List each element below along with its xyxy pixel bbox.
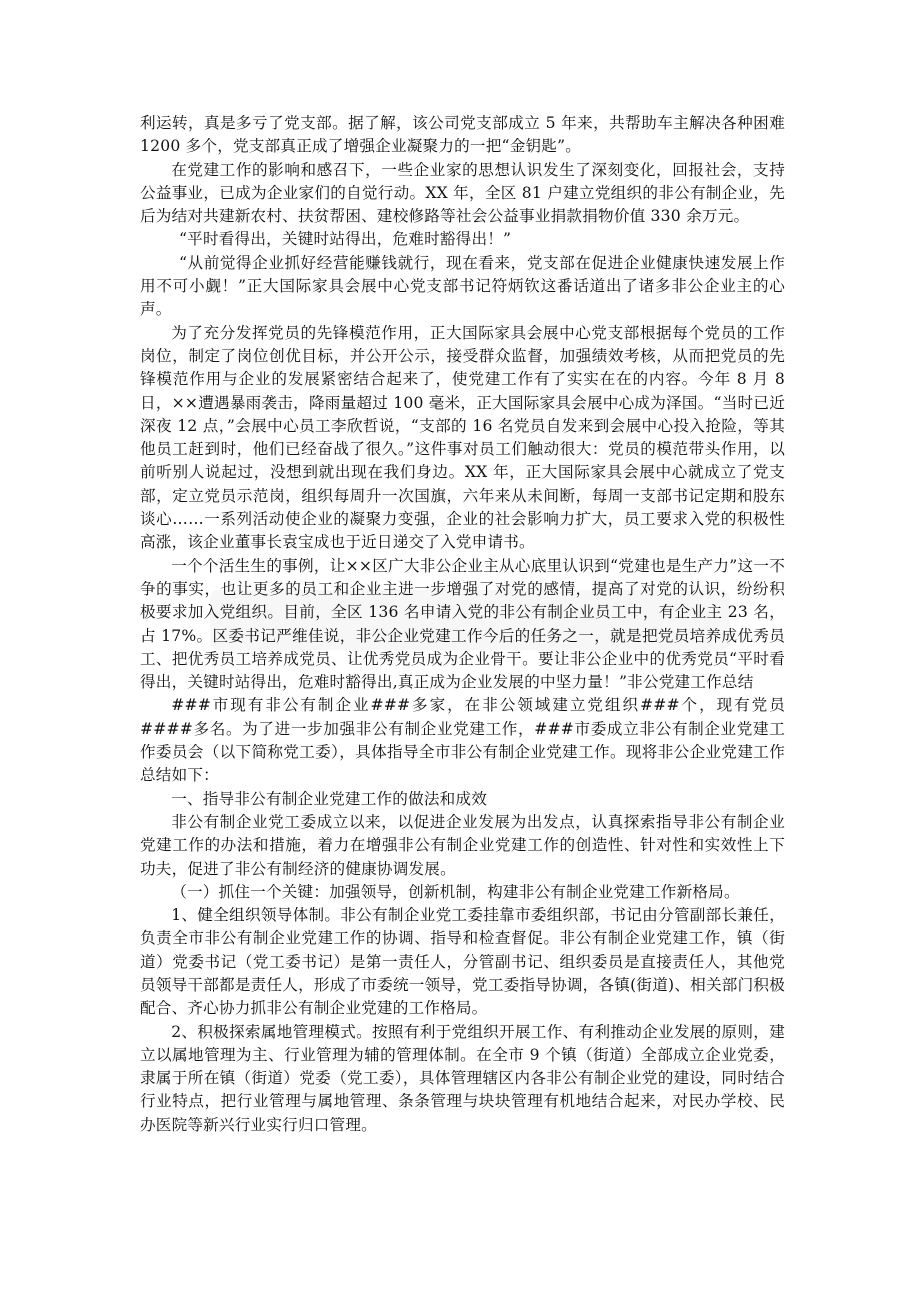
paragraph-item-2: 2、积极探索属地管理模式。按照有利于党组织开展工作、有利推动企业发展的原则，建立以属地管理为主、行业管理为辅的管理体制。在全市 9 个镇（街道）全部成立企业党委，隶属于所在镇（街道）党委（党工委），具体管理辖区内各非公有制企业党的建设，同时结合行业特点，把行业管理与属地管理、条条管理与块块管理有机地结合起来，对民办学校、民办医院等新兴行业实行归口管理。 — [140, 1022, 785, 1134]
section-heading-1: 一、指导非公有制企业党建工作的做法和成效 — [171, 789, 488, 808]
subsection-heading-1: （一）抓住一个关键：加强领导，创新机制，构建非公有制企业党建工作新格局。 — [171, 882, 740, 901]
paragraph-continuation: 利运转，真是多亏了党支部。据了解，该公司党支部成立 5 年来，共帮助车主解决各种困难 1200 多个，党支部真正成了增强企业凝聚力的一把“金钥匙”。 — [140, 114, 785, 156]
paragraph-examples: 一个个活生生的事例，让××区广大非公企业主从心底里认识到“党建也是生产力”这一不争的事实，也让更多的员工和企业主进一步增强了对党的感情，提高了对党的认识，纷纷积极要求加入党组织。目前，全区 136 名申请入党的非公有制企业员工中，有企业主 23 名，占 17%。区委书记严维佳说，非公企业党建工作今后的任务之一，就是把党员培养成优秀员工、把优秀员工培养成党员、让优秀党员成为企业骨干。要让非公企业中的优秀党员“平时看得出，关键时站得出，危难时豁得出,真正成为企业发展的中坚力量！”非公党建工作总结 — [140, 556, 785, 692]
paragraph-item-1: 1、健全组织领导体制。非公有制企业党工委挂靠市委组织部，书记由分管副部长兼任，负责全市非公有制企业党建工作的协调、指导和检查督促。非公有制企业党建工作，镇（街道）党委书记（党工委书记）是第一责任人，分管副书记、组织委员是直接责任人，其他党员领导干部都是责任人，形成了市委统一领导，党工委指导协调，各镇(街道)、相关部门积极配合、齐心协力抓非公有制企业党建的工作格局。 — [140, 906, 785, 1018]
paragraph-quote-secretary: “从前觉得企业抓好经营能赚钱就行，现在看来，党支部在促进企业健康快速发展上作用不可小觑！”正大国际家具会展中心党支部书记符炳钦这番话道出了诸多非公企业主的心声。 — [140, 253, 785, 319]
paragraph-quote-slogan: “平时看得出，关键时站得出，危难时豁得出！” — [179, 230, 512, 249]
paragraph-summary-intro: ###市现有非公有制企业###多家，在非公领域建立党组织###个，现有党员####多名。为了进一步加强非公有制企业党建工作，###市委成立非公有制企业党建工作委员会（以下简称党工委），具体指导全市非公有制企业党建工作。现将非公企业党建工作总结如下： — [140, 696, 785, 785]
paragraph-committee-work: 非公有制企业党工委成立以来，以促进企业发展为出发点，认真探索指导非公有制企业党建工作的办法和措施，着力在增强非公有制企业党建工作的创造性、针对性和实效性上下功夫，促进了非公有制经济的健康协调发展。 — [140, 812, 785, 878]
paragraph-social-welfare: 在党建工作的影响和感召下，一些企业家的思想认识发生了深刻变化，回报社会，支持公益事业，已成为企业家们的自觉行动。XX 年，全区 81 户建立党组织的非公有制企业，先后为结对共建新农村、扶贫帮困、建校修路等社会公益事业捐款捐物价值 330 余万元。 — [140, 160, 785, 226]
document-body — [140, 112, 785, 1137]
paragraph-pioneer-role: 为了充分发挥党员的先锋模范作用，正大国际家具会展中心党支部根据每个党员的工作岗位，制定了岗位创优目标，并公开公示，接受群众监督，加强绩效考核，从而把党员的先锋模范作用与企业的发展紧密结合起来了，使党建工作有了实实在在的内容。今年 8 月 8 日，××遭遇暴雨袭击，降雨量超过 100 毫米，正大国际家具会展中心成为泽国。“当时已近深夜 12 点，”会展中心员工李欣哲说，“支部的 16 名党员自发来到会展中心投入抢险，等其他员工赶到时，他们已经奋战了很久。”这件事对员工们触动很大：党员的模范带头作用，以前听别人说起过，没想到就出现在我们身边。XX 年，正大国际家具会展中心就成立了党支部，定立党员示范岗，组织每周升一次国旗，六年来从未间断，每周一支部书记定期和股东谈心……一系列活动使企业的凝聚力变强，企业的社会影响力扩大，员工要求入党的积极性高涨，该企业董事长袁宝成也于近日递交了入党申请书。 — [140, 323, 785, 552]
